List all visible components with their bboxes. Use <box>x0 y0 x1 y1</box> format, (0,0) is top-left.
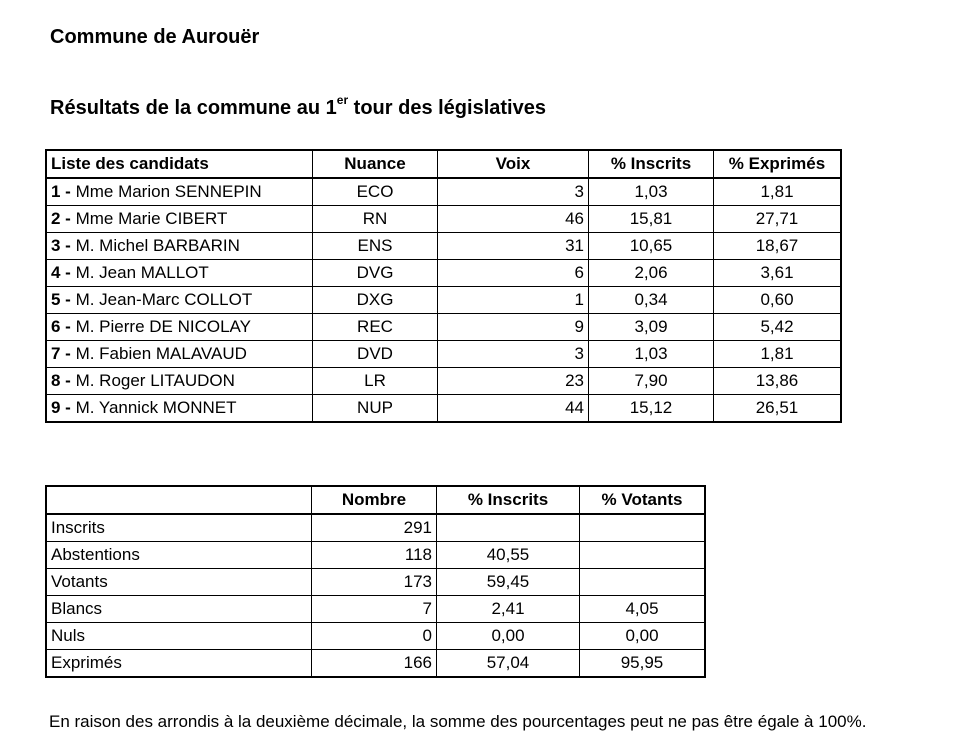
table-row <box>46 514 705 542</box>
candidate-name: M. Roger LITAUDON <box>75 371 235 390</box>
candidate-voix: 46 <box>438 206 589 233</box>
header-pct-inscrits: % Inscrits <box>437 486 580 514</box>
stat-label: Inscrits <box>46 514 312 542</box>
table-row <box>46 542 705 569</box>
header-nuance: Nuance <box>313 150 438 178</box>
table-row <box>46 569 705 596</box>
candidate-pct-inscrits: 7,90 <box>589 368 714 395</box>
candidate-name-cell <box>46 287 313 314</box>
candidate-nuance: DVD <box>313 341 438 368</box>
stat-nombre: 166 <box>312 650 437 678</box>
stat-pct-votants <box>580 569 706 596</box>
table-row <box>46 650 705 678</box>
candidate-number: 3 - <box>51 236 76 255</box>
header-pct-inscrits: % Inscrits <box>589 150 714 178</box>
table-row <box>46 341 841 368</box>
candidate-name-cell <box>46 233 313 260</box>
candidate-name: M. Pierre DE NICOLAY <box>75 317 251 336</box>
candidate-voix: 23 <box>438 368 589 395</box>
candidate-name-cell <box>46 341 313 368</box>
candidate-number: 4 - <box>51 263 76 282</box>
candidate-nuance: RN <box>313 206 438 233</box>
stat-label: Nuls <box>46 623 312 650</box>
candidate-pct-exprimes: 0,60 <box>714 287 842 314</box>
stat-nombre: 291 <box>312 514 437 542</box>
results-title <box>50 93 546 120</box>
candidate-name-cell <box>46 395 313 423</box>
header-nombre: Nombre <box>312 486 437 514</box>
table-row <box>46 260 841 287</box>
candidate-number: 8 - <box>51 371 76 390</box>
candidate-nuance: LR <box>313 368 438 395</box>
candidate-pct-inscrits: 1,03 <box>589 178 714 206</box>
candidate-name-cell <box>46 368 313 395</box>
stat-label: Abstentions <box>46 542 312 569</box>
candidate-name: M. Jean MALLOT <box>75 263 209 282</box>
candidate-pct-exprimes: 1,81 <box>714 341 842 368</box>
candidate-voix: 1 <box>438 287 589 314</box>
stat-nombre: 173 <box>312 569 437 596</box>
candidate-pct-inscrits: 3,09 <box>589 314 714 341</box>
candidate-name-cell <box>46 178 313 206</box>
candidate-pct-inscrits: 0,34 <box>589 287 714 314</box>
candidate-nuance: DXG <box>313 287 438 314</box>
stat-pct-inscrits: 59,45 <box>437 569 580 596</box>
stat-label: Exprimés <box>46 650 312 678</box>
stats-table <box>45 485 706 678</box>
candidate-name: Mme Marie CIBERT <box>75 209 228 228</box>
candidate-name-cell <box>46 260 313 287</box>
table-row <box>46 206 841 233</box>
candidate-number: 6 - <box>51 317 76 336</box>
results-title-before: Résultats de la commune au 1 <box>50 97 337 119</box>
stat-pct-votants: 0,00 <box>580 623 706 650</box>
results-title-after: tour des législatives <box>348 97 546 119</box>
candidate-name: M. Michel BARBARIN <box>75 236 240 255</box>
candidate-name: Mme Marion SENNEPIN <box>75 182 262 201</box>
header-pct-exprimes: % Exprimés <box>714 150 842 178</box>
stat-pct-inscrits: 0,00 <box>437 623 580 650</box>
stats-body <box>46 514 705 677</box>
stat-pct-votants <box>580 514 706 542</box>
candidate-pct-exprimes: 5,42 <box>714 314 842 341</box>
candidate-name-cell <box>46 206 313 233</box>
candidate-pct-exprimes: 3,61 <box>714 260 842 287</box>
stat-pct-inscrits: 40,55 <box>437 542 580 569</box>
candidates-header-row <box>46 150 841 178</box>
footnote: En raison des arrondis à la deuxième décimale, la somme des pourcentages peut ne pas être égale à 100%. <box>49 712 867 731</box>
stat-pct-inscrits: 57,04 <box>437 650 580 678</box>
candidate-nuance: ECO <box>313 178 438 206</box>
header-voix: Voix <box>438 150 589 178</box>
stat-pct-inscrits <box>437 514 580 542</box>
stat-nombre: 118 <box>312 542 437 569</box>
stats-header-row <box>46 486 705 514</box>
header-pct-votants: % Votants <box>580 486 706 514</box>
stat-pct-votants: 4,05 <box>580 596 706 623</box>
candidate-voix: 44 <box>438 395 589 423</box>
stat-nombre: 0 <box>312 623 437 650</box>
table-row <box>46 623 705 650</box>
candidate-pct-inscrits: 1,03 <box>589 341 714 368</box>
candidate-voix: 3 <box>438 178 589 206</box>
candidate-number: 7 - <box>51 344 76 363</box>
candidate-pct-inscrits: 10,65 <box>589 233 714 260</box>
candidate-name-cell <box>46 314 313 341</box>
candidate-nuance: ENS <box>313 233 438 260</box>
table-row <box>46 368 841 395</box>
candidate-voix: 31 <box>438 233 589 260</box>
header-candidates: Liste des candidats <box>46 150 313 178</box>
candidate-pct-exprimes: 13,86 <box>714 368 842 395</box>
candidate-pct-exprimes: 27,71 <box>714 206 842 233</box>
stat-pct-votants <box>580 542 706 569</box>
candidate-nuance: REC <box>313 314 438 341</box>
candidate-pct-inscrits: 15,81 <box>589 206 714 233</box>
stat-nombre: 7 <box>312 596 437 623</box>
candidate-voix: 6 <box>438 260 589 287</box>
candidate-voix: 3 <box>438 341 589 368</box>
candidate-nuance: NUP <box>313 395 438 423</box>
candidate-name: M. Yannick MONNET <box>75 398 237 417</box>
header-label <box>46 486 312 514</box>
table-row <box>46 233 841 260</box>
stat-pct-inscrits: 2,41 <box>437 596 580 623</box>
candidate-number: 1 - <box>51 182 76 201</box>
results-title-superscript: er <box>336 93 349 107</box>
candidate-pct-exprimes: 26,51 <box>714 395 842 423</box>
table-row <box>46 395 841 423</box>
candidate-name: M. Fabien MALAVAUD <box>75 344 247 363</box>
candidate-pct-exprimes: 18,67 <box>714 233 842 260</box>
table-row <box>46 287 841 314</box>
stat-label: Votants <box>46 569 312 596</box>
candidate-voix: 9 <box>438 314 589 341</box>
candidate-pct-inscrits: 2,06 <box>589 260 714 287</box>
stat-label: Blancs <box>46 596 312 623</box>
commune-title: Commune de Aurouër <box>50 26 260 48</box>
candidate-name: M. Jean-Marc COLLOT <box>75 290 253 309</box>
candidates-table <box>45 149 842 423</box>
candidate-number: 9 - <box>51 398 76 417</box>
candidate-number: 5 - <box>51 290 76 309</box>
table-row <box>46 596 705 623</box>
candidate-pct-exprimes: 1,81 <box>714 178 842 206</box>
candidate-nuance: DVG <box>313 260 438 287</box>
table-row <box>46 178 841 206</box>
candidates-body <box>46 178 841 422</box>
candidate-number: 2 - <box>51 209 76 228</box>
stat-pct-votants: 95,95 <box>580 650 706 678</box>
table-row <box>46 314 841 341</box>
candidate-pct-inscrits: 15,12 <box>589 395 714 423</box>
